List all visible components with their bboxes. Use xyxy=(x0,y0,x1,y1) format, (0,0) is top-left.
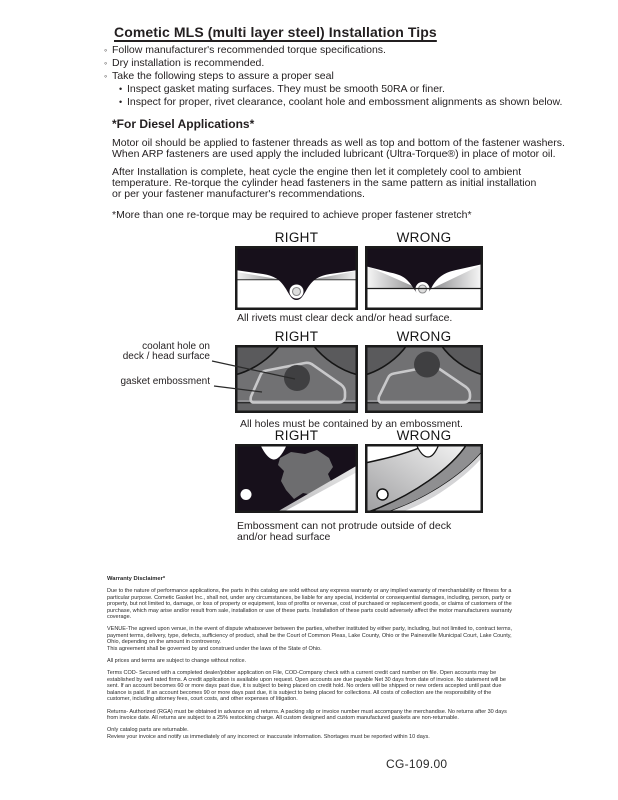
diagram3-wrong-panel xyxy=(365,444,483,513)
bullet-text: Inspect gasket mating surfaces. They must be smooth 50RA or finer. xyxy=(127,83,445,95)
right-label: RIGHT xyxy=(274,230,319,245)
warranty-paragraph: This agreement shall be governed by and construed under the laws of the State of Ohio. xyxy=(107,645,322,652)
bullet-marker: • xyxy=(119,97,123,107)
right-label: RIGHT xyxy=(274,428,319,443)
right-label: RIGHT xyxy=(274,329,319,344)
warranty-paragraph: All prices and terms are subject to change without notice. xyxy=(107,658,247,665)
paragraph-line: After Installation is complete, heat cycle the engine then let it completely cool to ambient xyxy=(112,166,522,178)
diagram3-caption: and/or head surface xyxy=(237,531,331,543)
coolant-hole xyxy=(414,352,440,378)
warranty-paragraph: Review your invoice and notify us immediately of any incorrect or inaccurate information. Shortages must be reported within 10 days. xyxy=(107,733,430,740)
bullet-text: Dry installation is recommended. xyxy=(112,57,265,69)
bullet-marker: ◦ xyxy=(104,45,108,55)
retorque-note: *More than one re-torque may be required to achieve proper fastener stretch* xyxy=(112,209,472,221)
diagram3-caption: Embossment can not protrude outside of deck xyxy=(237,520,452,532)
warranty-paragraph: Due to the nature of performance applications, the parts in this catalog are sold without any express warranty or any implied warranty of merchantability or fitness for a particular purpose. Cometic Gasket Inc., shall not, under any circumstances, be liable for any special, incidental or consequential damages, including, person, party or property, but not limited to, damage, or loss of property or equipment, loss of profits or revenue, cost of purchased or replacement goods, or claims of customers of the purchase, which may arise and/or result from sale, installation or use of these parts. Installation of these parts could adversely affect the motor manufacturers warranty coverage. xyxy=(107,588,512,621)
bullet-item xyxy=(104,44,386,56)
coolant-hole-label: deck / head surface xyxy=(122,351,210,362)
wrong-label: WRONG xyxy=(396,428,452,443)
diagram3-right-panel xyxy=(235,444,358,513)
bullet-text: Follow manufacturer's recommended torque specifications. xyxy=(112,44,386,56)
warranty-paragraph: VENUE-The agreed upon venue, in the event of dispute whatsoever between the parties, whether instituted by either party, including, but not limited to, contract terms, payment terms, delivery, type, defects, sufficiency of product, shall be the Court of Common Pleas, Lake County, Ohio or the Painesville Municipal Court, Lake County, Ohio, depending on the amount in controversy. xyxy=(107,626,512,646)
rivet-center xyxy=(293,288,301,296)
warranty-paragraph: Returns- Authorized (RGA) must be obtained in advance on all returns. A packing slip or invoice number must accompany the merchandise. No returns after 30 days from invoice date. All returns are subject to a 25% restocking charge. All custom designed and custom manufactured gaskets are non-returnable. xyxy=(107,708,507,721)
bullet-text: Take the following steps to assure a proper seal xyxy=(112,70,334,82)
coolant-hole-label: coolant hole on xyxy=(142,341,210,352)
diagram1-caption: All rivets must clear deck and/or head surface. xyxy=(237,312,453,324)
paragraph-line: When ARP fasteners are used apply the included lubricant (Ultra-Torque®) in place of motor oil. xyxy=(112,148,556,160)
diagram2-caption: All holes must be contained by an embossment. xyxy=(240,418,463,430)
paragraph-line: Motor oil should be applied to fastener threads as well as top and bottom of the fastener washers. xyxy=(112,137,565,149)
diesel-heading: *For Diesel Applications* xyxy=(112,117,255,131)
bullet-marker: ◦ xyxy=(104,71,108,81)
bullet-item xyxy=(104,57,264,69)
bullet-text: Inspect for proper, rivet clearance, coolant hole and embossment alignments as shown below. xyxy=(127,96,563,108)
embossment-label: gasket embossment xyxy=(120,376,210,387)
coolant-hole xyxy=(284,365,310,391)
wrong-label: WRONG xyxy=(396,329,452,344)
warranty-disclaimer xyxy=(107,576,514,746)
bolt-hole xyxy=(377,489,388,500)
paragraph-line: or per your fastener manufacturer's recommendations. xyxy=(112,188,365,200)
bullet-marker: • xyxy=(119,84,123,94)
warranty-heading: Warranty Disclaimer* xyxy=(107,576,166,582)
sub-bullet-item xyxy=(119,83,445,95)
page-number: CG-109.00 xyxy=(386,757,448,771)
sub-bullet-item xyxy=(119,96,562,108)
page-title: Cometic MLS (multi layer steel) Installation Tips xyxy=(114,24,437,40)
diagram1-right-panel xyxy=(235,246,358,310)
bolt-hole xyxy=(241,489,252,500)
warranty-paragraph: Terms COD- Secured with a completed dealer/jobber application on File, COD-Company check with a current credit card number on file. Open accounts may be established by well rated firms. A credit application is available upon request. Open accounts are due payable Net 30 days from date of invoice. No statement will be sent. If an account becomes 60 or more days past due, it is subject to being placed on credit hold. No orders will be shipped or new orders accepted until past due balance is paid. If an account becomes 90 or more days past due, it is subject to being placed for collections. All costs of collection are the responsibility of the customer, including attorney fees, court costs, and other expenses of litigation. xyxy=(107,670,506,703)
diagram1-wrong-panel xyxy=(365,246,483,310)
paragraph-line: temperature. Re-torque the cylinder head fasteners in the same pattern as initial installation xyxy=(112,177,537,189)
diagram2-right-panel xyxy=(235,345,358,413)
bullet-item xyxy=(104,70,334,82)
warranty-paragraph: Only catalog parts are returnable. xyxy=(107,727,189,734)
diagram2-wrong-panel xyxy=(365,345,483,413)
bullet-marker: ◦ xyxy=(104,58,108,68)
wrong-label: WRONG xyxy=(396,230,452,245)
